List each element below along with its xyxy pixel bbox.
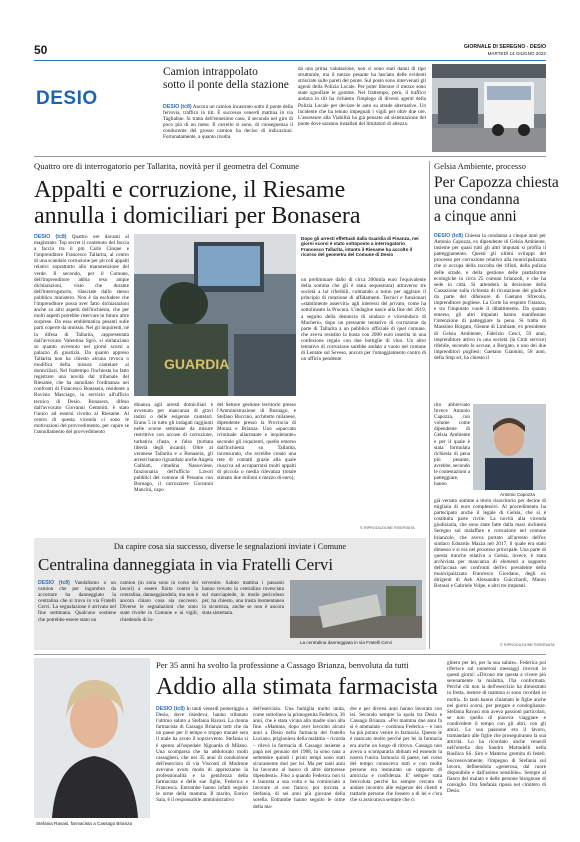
appalti-title <box>34 177 426 229</box>
header-rule <box>34 60 546 61</box>
section-label: DESIO <box>36 88 98 109</box>
gelsia-dateline: DESIO (tc8) <box>434 233 463 239</box>
camion-title <box>163 66 303 92</box>
camion-title-line1: Camion intrappolato <box>163 66 258 78</box>
centralina-kicker: Da capire cosa sia successo, diverse le segnalazioni inviate i Comune <box>113 542 347 551</box>
farmacista-text-col4: ghiero per lei, per la sua salute». Federica poi riferisce sul numerosi messaggi ricevuti in questi giorni: «Dicono me questa a vivere più serenamente la malattia, l'ha conformata. Perché chi non la dell'esercizio ha dimostrato in fretta, mentre di mamma si sono ricordati in molti». In tanti hanno chiamato le figlie anche nei giorni scorsi, per pregare e condoglianze. Stefania Ravasi non aveva passioni particolari, se non quella di piaceva viaggiare e condividere il tempo con gli altri, con gli amici. La sua passione era il lavoro, tramandato alle figlie che proseguiranno la sua attività. Lo ha ricordato anche venerdì nell'omelia don Sandro Mottadelli nella Basilica SS. Siro e Materno gremita di fedeli. Successivamente, l'impegno di Stefania sul lavoro, definendola «generosa, dal cuore disponibile e dall'animo sensibile». Sempre al fianco del malato e delle persone bisognose di consiglio. Ora Stefania riposa nel cimitero di Desio. <box>447 660 546 794</box>
gelsia-text-c: già versato somme a titolo risarcitorio per decine di migliaia di euro complessivi. Al procedimento ha partecipato anche il legale di Gelsia, che si è costituita parte civile. La novità alla vicenda giudiziaria, che sono state fatte dalla maxi inchiesta Seregno sul malaffare e corruzione nel comune brianzolo, che aveva portato all'arresto dell'ex sindaco Edoardo Mazza nel 2017, il quale era stato dimesso e si era nel processo principale. Una parte di questa tranche relativa a Gelsia, invece, è stata archiviata per mancanza di elementi a supporto dell'accusa nei confronti dell'ex presidente della municipalizzata Francesco Giordano, degli ex dirigenti di Aeb Alessandro Guicchardi, Mauro Botassi e Gabriele Volpe, e altri tre imputati. <box>434 498 546 590</box>
appalti-text-col1 <box>34 234 129 532</box>
camion-dateline: DESIO (tc8) <box>163 104 192 110</box>
gelsia-divider <box>429 161 430 649</box>
centralina-photo <box>290 580 422 638</box>
camion-photo <box>432 64 546 152</box>
farmacista-photo-illustration <box>34 658 150 818</box>
newspaper-name: GIORNALE DI SEREGNO - DESIO <box>463 44 546 50</box>
appalti-copyright: © RIPRODUZIONE RISERVATA <box>360 526 415 530</box>
gelsia-photo-caption: Antonio Capozza <box>500 492 535 497</box>
farmacista-kicker: Per 35 anni ha svolto la professione a Cassago Brianza, benvoluta da tutti <box>156 660 409 670</box>
farmacista-text-col3: dre e per diversi anni hanno lavorato con lei. Secondo sempre la spola tra Desio e Cassago Brianza. «Poi mamma due anni fa si è ammalata – continua Federica – e non ha più potuto venire in farmacia. Questo le è mancato molto perché per lei la farmacia era anche un luogo di ritrovo. Cassago non aveva a scompararla abituati ed essendo la nostra l'unica farmacia di paese, nel corso del tempo conosceva tutti e con molte persone era instaurato un rapporto di amicizia e confidenza. E' sempre stata benvoluta perché ha sempre cercato di andare incontro alle esigenze dei clienti e trattarle persone che fossero a di lei e c'era che si assicurava sempre che ci <box>350 706 442 804</box>
farmacista-photo-caption: Stefania Ravasi, farmacista a Cassago Brianza <box>36 821 133 826</box>
gelsia-text-a-body: Chiesta la condanna a cinque anni per Antonio Capozza, ex dipendente di Gelsia Ambiente, insieme per quasi tutti gli altri imputati si profila il patteggiamento. Questi gli ultimi sviluppi del processo per corruzione relativo alla municipalizzata che si occupa della raccolta dei rifiuti, della pulizia delle strade, e della gestione delle piattaforme ecologiche in circa 25 comuni brianzoli, e che ha sede in città. Si attenderà la decisione della Cassazione sulla richiesta di ricusazione del giudice da parte del difensore di Gaetano Sfrecola, imprenditore pugliese. La Corte ha respinto l'istanza, e tra l'imputato vuole il dibattimento. Da quanto emerso, gli altri imputati hanno manifestato l'intenzione di patteggiare la pena. Si tratta di Massimo Borgato, 63enne di Limbiate, ex presidente di Gelsia Ambiente, Fabrizio Cesci, 59 anni, imprenditore attivo in una società (la Cmb service) rifebile, secondo le accuse, a Borgato, e uno dei due imprenditori pugliesi: Gaetano Giannini, 58 anni, della Smp srl, ha chiesto il <box>434 233 546 361</box>
appalti-text-col4: un preliminare dallo di circa 200mila euro l'equivalente della somma che gli è stata sequestrata) attraverso tre società a lui riferibili, colmando a turno per aggirare il principio di rotazione di affidamenti. Tecnici e funzionari «stabilmente asserviti» agli interessi del privato, come ha sottolineato la Procura. L'indagine nasce alla fine del 2019, a seguito della denuncia di sindaco e vicesindaco di Macherio, dopo un pressante tentativo di corruzione da parte di Tallarita a un pubblico ufficiale di quel comune, che aveva resistito la busta con 2000 euro inserita in una confezione regalo con due bottiglie di vino. Un altro tentativo di corruzione sarebbe andato a vuoto nel comune di Lentate sul Seveso, ancora per l'omaggiamento contro di un ufficio pendente. <box>301 277 426 363</box>
centralina-text-col2: camion (in zona sono in corso dei lavori) a essere finito contro la centralina, danneggiandola, ma non è ancora chiaro cosa sia successo. Diverse le segnalazioni che sono state rivolte in Comune e ai vigili, chiedendo di in- <box>120 580 198 623</box>
camion-text-col2: da una prima valutazione, non ci sono stati danni di tipo strutturale, ma il mezzo pesante ha lasciato delle evidenti strisciate sulle pareti del ponte. Sul posto sono intervenuti gli agenti della Polizia Locale. Per poter liberare il mezzo sono state sgonfiate le gomme. Nel frattempo, però, il traffico andava in tilt ha richiesto l'impiego di diversi agenti della Polizia Locale per deviare le auto su strade alternative. Un incidente che ha tenuto impegnati i vigili per oltre due ore. L'assessore alla Viabilità ha già pensato ad sistemazione del ponte dove saranno installati dei limitatori di altezza. <box>298 66 426 127</box>
gelsia-photo <box>473 404 546 490</box>
farmacista-photo <box>34 658 150 818</box>
farmacista-dateline: DESIO (tc8) <box>156 706 185 712</box>
svg-text:GUARDIA: GUARDIA <box>164 356 230 372</box>
gelsia-title-line3: a cinque anni <box>434 208 517 225</box>
gelsia-text-b: rito abbreviato Invece Antonio Capozza, con volume come dipendente di Gelsia Ambiente e per il quale è stata formulata richiesta di pena più pesante, avrebbe, secondo le contestazioni a patteggiare, hanno <box>434 402 470 488</box>
camion-photo-illustration <box>432 64 546 152</box>
farmacista-text-col1 <box>156 706 248 834</box>
appalti-kicker: Quattro ore di interrogatorio per Tallarita, novità per il geometra del Comune <box>34 161 300 171</box>
page-number: 50 <box>34 43 48 57</box>
centralina-text-col1-body: Vandalismo o un camion che per ingombro da accortare ha danneggiato la centralina che si trova in via Fratelli Cervi. La segnalazione è arrivata nel fine settimana. Qualcuno sostiene che potrebbe essere stato un <box>38 580 116 623</box>
centralina-text-col1 <box>38 580 116 646</box>
appalti-photo-caption: Dopo gli arresti effettuati dalla Guardia di Finanza, nei giorni scorsi è stato sottoposto a interrogatorio Francesco Tallarita, intanto il Riesame ha accolto il ricorso del geometra del Comune di Desio <box>301 236 419 258</box>
centralina-dateline: DESIO (tc8) <box>38 580 70 586</box>
centralina-photo-caption: La centralina danneggiata in via Fratelli Cervi <box>300 640 392 645</box>
gelsia-text-a <box>434 233 546 401</box>
appalti-photo-illustration <box>134 234 296 396</box>
gelsia-title-line1: Per Capozza chiesta <box>434 174 559 191</box>
gelsia-title <box>434 174 559 225</box>
appalti-title-line1: Appalti e corruzione, il Riesame <box>34 177 346 203</box>
issue-date: MARTEDÌ 14 GIUGNO 2022 <box>487 51 546 56</box>
appalti-text-col1-body: Quattro ore davanti al magistrato. Top secret il contenuto del faccia a faccia tra il pm Carlo Cinque e l'imprenditore Francesco Tallarita, al centro di una scandalo corruzione per piccoli appalti relativi soprattutto alla manutenzione del verde. Il secondo, per il Comune, dell'imprenditore abbia reso ampie dichiarazioni, visto che durante dell'interrogatorio, rilasciate dallo stesso pubblico ministero. Non è da escludere che l'imprenditore possa aver fatto dichiarazioni anche su altri aspetti dell'inchiesta, che per molti aspetti potrebbe riservare in futuro altre sorprese. Da essa emblematica pesanti sulle parti coperte da omissis. Nel gli inquirenti, né la difesa di Tallarita, rappresentata dall'avvocato Valentina Sgrò, si sbilanciano su quanto avvenuto nei giorni scorsi a palazzo di giustizia. Da quanto appreso Tallarita non ha chiesto alcuna revoca o modifica della misura cautelare ai domiciliari. Nel frattempo l'inchiesta ha fatto registrare una novità dal tribunale del Riesame, che ha annullato l'ordinanza nei confronti di Francesco Bonasera, residente a Bovisio Masciago, in servizio all'ufficio tecnico di Desio. Bonasera, difeso dall'avvocato Giovanni Gemmiti, è stato l'unico ad essersi rivolto al Riesame. Al centro di questa vicenda ci sono le motivazioni del provvedimento, per capire se l'annullamento del provvedimento <box>34 234 129 435</box>
appalti-text-col3: del Settore gestione territorio presso l'Amministrazione di Busnago, e Stefano Buccino, architetto milanese, dipendente presso la Provincia di Monza e Brianza. Uno «spaccato criminale allarmante e inquietante» secondo gli inquirenti, quello emerso dall'inchiesta su Tallarita, incensurato, che avrebbe creato una rete di contatti grazie alla quale riusciva ad accaparrarsi molti appalti di piccola o media rilevanza (totale stimato due milioni e mezzo di euro), <box>217 402 296 482</box>
camion-text-col1 <box>163 104 293 148</box>
farmacista-title: Addio alla stimata farmacista <box>156 674 438 700</box>
gelsia-photo-illustration <box>473 404 546 490</box>
appalti-dateline: DESIO (tc8) <box>34 234 67 240</box>
camion-bottom-rule <box>34 156 546 157</box>
gelsia-kicker: Gelsia Ambiente, processo <box>434 161 526 171</box>
appalti-photo <box>134 234 296 396</box>
farmacista-top-rule <box>34 654 546 655</box>
camion-text-col1-body: Ancora un camion incastrato sotto il ponte della ferrovia, traffico in tilt. È successo venerdì mattina in via Tagliabue. Si tratta dell'ennesimo caso, il secondo nel giro di poco più di un mese. Il carrello si sono, di conseguenza il conducente del grosso camion ha deciso di indicazioni. Fortunatamente, a quanto risulta <box>163 104 293 141</box>
centralina-photo-illustration <box>290 580 422 638</box>
centralina-text-col3: tervenire. Saluto mattina i passanti hanno trovato la centralina rovesciata sul marciapiede, in modo pericoloso per, ha chiesto, una trasta momentanea in sicurezza, anche se non è ancora stata sistemata. <box>202 580 284 617</box>
camion-title-line2: sotto il ponte della stazione <box>163 79 289 91</box>
centralina-title: Centralina danneggiata in via Fratelli Cervi <box>38 555 334 574</box>
gelsia-title-line2: una condanna <box>434 191 520 208</box>
gelsia-copyright: © RIPRODUZIONE RISERVATA <box>500 643 555 647</box>
farmacista-text-col1-body: In tanti venerdì pomeriggio a Desio, dove risiedeva, hanno tributato l'ultimo saluto a Stefania Ravasi. La donna farmacista di Cassago Brianza tutti che da un paese per il tempo e troppo maratè sera il male ha avuto il sopravvento. Stefania si è spenta all'ospedale Niguarda di Milano. Una scomparsa che ha addolorato molti cassaghesi, che nei 35 anni di conduzione dell'esercizio di via Visconti di Modrone avevano avuto modo di apprezzarne la professionalità e la gentilezza della farmacista e delle sue figlie, Federica e Francesca. Entrambe hanno infatti seguito le orme della mamma. Il marito, Enrico Sala, è il responsabile amministrativo <box>156 706 248 804</box>
appalti-text-col2: dinanza agli arresti domiciliari è avvenuto per mancanza di gravi indizi o delle esigenze cautelari. Erano 5 in tutto gli indagati raggiunti nelle scorse settimane da misure restrittive con accuse di corruzione, turbativa d'asta, e falso (turbata libertà degli incanti). Oltre al veranese Tallarita e a Bonasera, gli arresti hanno riguardato anche Angela Galbiati, cittadina Nassoviese, funzionaria dell'ufficio Lavori pubblici del comune di Pessano con Bornago, il carrozziere Giovanni Mancini, capo <box>134 402 213 494</box>
farmacista-text-col2: dell'esercizio. Una famiglia molto unita, come sottolinea la primogenita Federica, 36 anni, che è stata vicina alla madre sino alla fine. «Mamma, dopo aver lavorato alcuni anni a Desio nella farmacia del fratello Luciano, prigioniera della malattia – ricorda – rilevò la farmacia di Cassago insieme a papà nel gennaio del 1988, la sono nata a settembre quindi i primi tempi sono stati sicuramente duri per lei. Ma per tanti anni ha lavorato al banco di altre dottoresse dipendenti». Fino a quando Federica non si è laureata a sua volta e ha cominciato a lavorare al suo fianco; poi toccata a Stefania, di sei anni più giovane della sorella. Entrambe hanno seguito le orme della ma- <box>253 706 345 810</box>
appalti-title-line2: annulla i domiciliari per Bonasera <box>34 203 361 229</box>
